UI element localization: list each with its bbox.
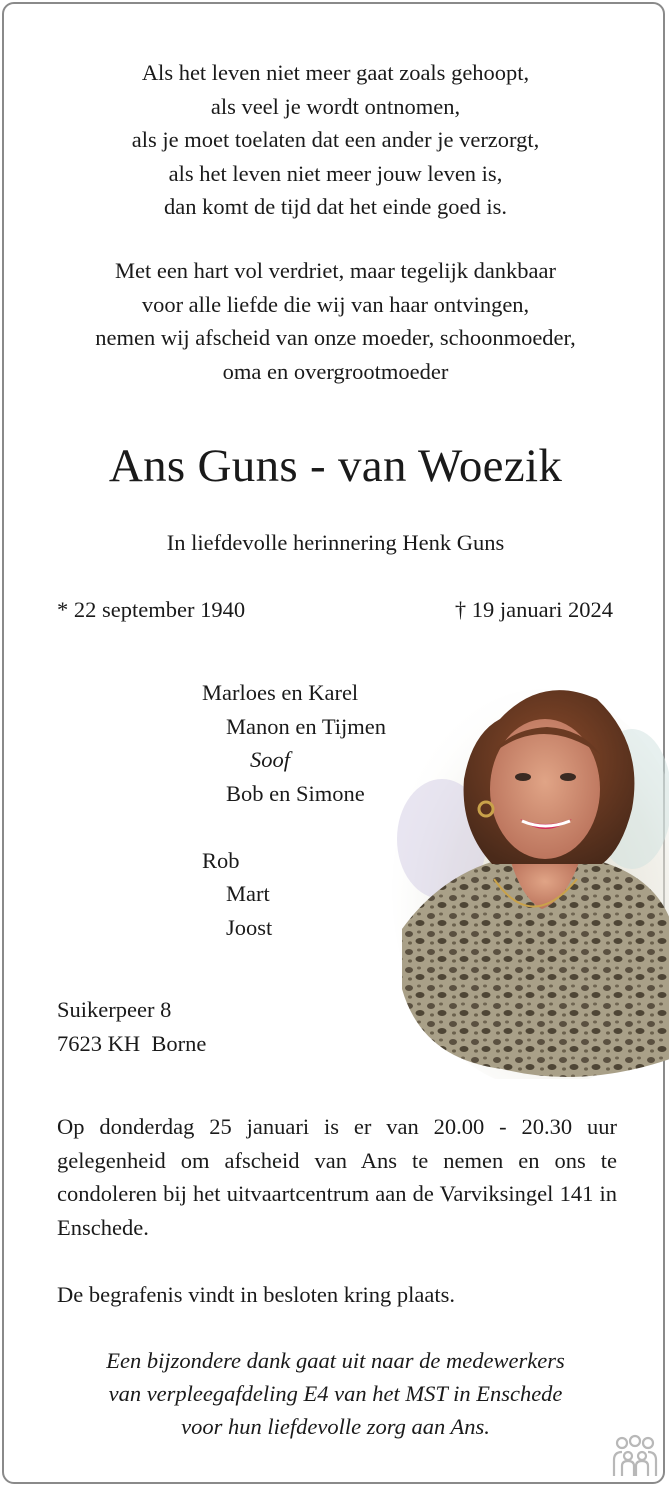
intro-text — [4, 254, 667, 388]
memory-line: In liefdevolle herinnering Henk Guns — [166, 530, 505, 555]
obituary-card — [2, 2, 665, 1484]
portrait-illustration — [382, 659, 669, 1079]
family-member: Manon en Tijmen — [226, 713, 387, 739]
family-list — [202, 676, 386, 944]
family-member: Bob en Simone — [226, 780, 365, 806]
poem-line: Als het leven niet meer gaat zoals gehoopt, — [141, 60, 530, 85]
family-member: Rob — [202, 847, 240, 873]
death-date: † 19 januari 2024 — [454, 597, 613, 622]
portrait-photo — [382, 659, 669, 1079]
address-city: 7623 KH Borne — [57, 1031, 207, 1056]
thanks-line: van verpleegafdeling E4 van het MST in Enschede — [108, 1381, 563, 1406]
family-member: Mart — [226, 881, 270, 906]
people-group-logo-icon — [610, 1434, 660, 1480]
birth-date: * 22 september 1940 — [57, 597, 246, 622]
poem-line: als veel je wordt ontnomen, — [210, 93, 461, 119]
thanks-line: voor hun liefdevolle zorg aan Ans. — [181, 1414, 490, 1439]
address-street: Suikerpeer 8 — [57, 997, 172, 1022]
poem-line: dan komt de tijd dat het einde goed is. — [163, 194, 508, 219]
thanks-line: Een bijzondere dank gaat uit naar de medewerkers — [106, 1348, 565, 1373]
deceased-name: Ans Guns - van Woezik — [108, 440, 563, 492]
poem-line: als het leven niet meer jouw leven is, — [168, 160, 503, 186]
poem-line: als je moet toelaten dat een ander je verzorgt, — [131, 127, 540, 152]
intro-line: nemen wij afscheid van onze moeder, schoonmoeder, — [95, 325, 576, 350]
intro-line: oma en overgrootmoeder — [222, 358, 449, 384]
intro-line: Met een hart vol verdriet, maar tegelijk dankbaar — [114, 258, 557, 283]
funeral-paragraph: De begrafenis vindt in besloten kring plaats. — [57, 1282, 456, 1307]
poem — [4, 56, 667, 224]
family-member: Marloes en Karel — [202, 680, 359, 705]
intro-line: voor alle liefde die wij van haar ontvingen, — [141, 291, 530, 317]
address — [57, 993, 206, 1061]
thanks-text — [4, 1344, 667, 1443]
family-member-grandchild: Soof — [250, 747, 291, 772]
visitation-paragraph: Op donderdag 25 januari is er van 20.00 - 20.30 uur gelegenheid om afscheid van Ans te nemen en ons te condoleren bij het uitvaartcentrum aan de Varviksingel 141 in Enschede. — [57, 1114, 617, 1240]
family-member: Joost — [226, 914, 273, 940]
